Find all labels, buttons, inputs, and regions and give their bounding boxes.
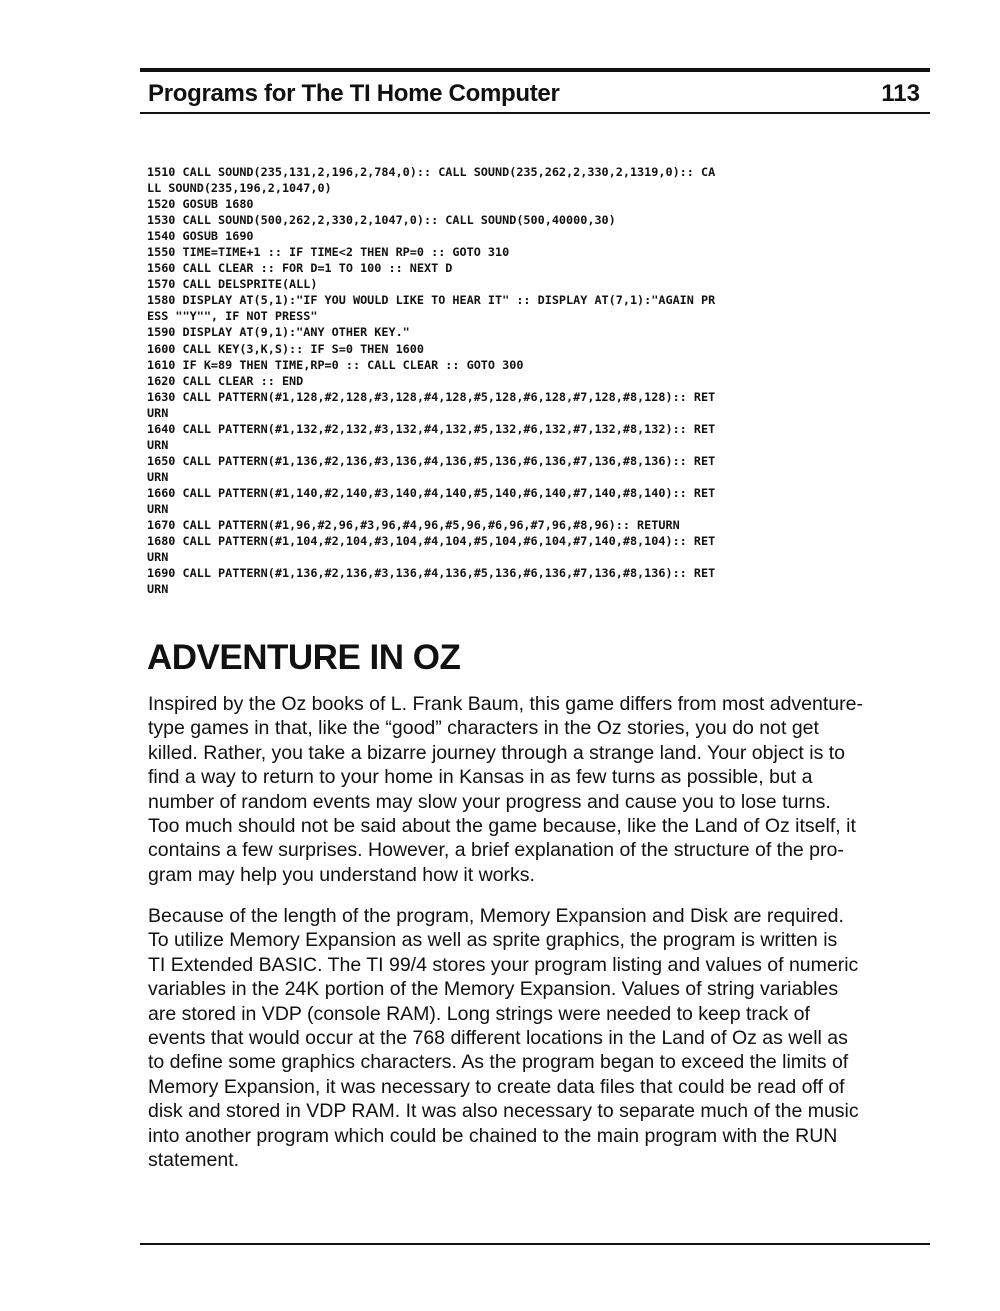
section-heading: ADVENTURE IN OZ <box>147 638 461 677</box>
paragraph-line: number of random events may slow your progress and cause you to lose turns. <box>148 790 831 813</box>
paragraph-line: statement. <box>148 1149 240 1172</box>
code-line: URN <box>147 405 169 420</box>
code-line: 1680 CALL PATTERN(#1,104,#2,104,#3,104,#4,104,#5,104,#6,104,#7,140,#8,104):: RET <box>147 534 716 549</box>
paragraph-line: are stored in VDP (console RAM). Long strings were needed to keep track of <box>148 1002 810 1025</box>
code-line: 1620 CALL CLEAR :: END <box>147 373 304 388</box>
paragraph-line: killed. Rather, you take a bizarre journey through a strange land. Your object is to <box>148 741 846 764</box>
code-line: 1580 DISPLAY AT(5,1):"IF YOU WOULD LIKE TO HEAR IT" :: DISPLAY AT(7,1):"AGAIN PR <box>147 293 716 308</box>
code-line: LL SOUND(235,196,2,1047,0) <box>147 181 332 196</box>
code-line: URN <box>147 501 169 516</box>
footer-rule <box>140 1243 930 1245</box>
code-line: 1530 CALL SOUND(500,262,2,330,2,1047,0):: CALL SOUND(500,40000,30) <box>147 213 616 228</box>
paragraph-line: type games in that, like the “good” characters in the Oz stories, you do not get <box>148 717 819 740</box>
running-header-title: Programs for The TI Home Computer <box>148 80 560 107</box>
paragraph-line: TI Extended BASIC. The TI 99/4 stores your program listing and values of numeric <box>148 953 859 976</box>
body-paragraph <box>148 692 928 887</box>
paragraph-line: Memory Expansion, it was necessary to create data files that could be read off of <box>148 1075 845 1098</box>
code-line: URN <box>147 469 169 484</box>
code-line: URN <box>147 582 169 597</box>
code-line: 1610 IF K=89 THEN TIME,RP=0 :: CALL CLEAR :: GOTO 300 <box>147 357 524 372</box>
code-line: 1520 GOSUB 1680 <box>147 197 254 212</box>
paragraph-line: into another program which could be chained to the main program with the RUN <box>148 1124 838 1147</box>
code-line: 1510 CALL SOUND(235,131,2,196,2,784,0):: CALL SOUND(235,262,2,330,2,1319,0):: CA <box>147 165 716 179</box>
code-line: 1540 GOSUB 1690 <box>147 229 254 244</box>
code-line: 1600 CALL KEY(3,K,S):: IF S=0 THEN 1600 <box>147 341 424 356</box>
code-line: 1570 CALL DELSPRITE(ALL) <box>147 277 318 292</box>
code-line: 1650 CALL PATTERN(#1,136,#2,136,#3,136,#4,136,#5,136,#6,136,#7,136,#8,136):: RET <box>147 453 716 468</box>
paragraph-line: Inspired by the Oz books of L. Frank Baum, this game differs from most adventure- <box>148 693 863 715</box>
paragraph-line: events that would occur at the 768 different locations in the Land of Oz as well as <box>148 1027 848 1050</box>
paragraph-line: To utilize Memory Expansion as well as sprite graphics, the program is written is <box>148 929 838 952</box>
code-line: ESS ""Y"", IF NOT PRESS" <box>147 309 318 324</box>
code-line: 1670 CALL PATTERN(#1,96,#2,96,#3,96,#4,96,#5,96,#6,96,#7,96,#8,96):: RETURN <box>147 518 680 533</box>
header-top-rule <box>140 68 930 72</box>
code-line: 1660 CALL PATTERN(#1,140,#2,140,#3,140,#4,140,#5,140,#6,140,#7,140,#8,140):: RET <box>147 485 716 500</box>
body-paragraph <box>148 904 928 1172</box>
code-line: 1560 CALL CLEAR :: FOR D=1 TO 100 :: NEXT D <box>147 261 453 276</box>
code-line: 1690 CALL PATTERN(#1,136,#2,136,#3,136,#4,136,#5,136,#6,136,#7,136,#8,136):: RET <box>147 566 716 581</box>
paragraph-line: find a way to return to your home in Kansas in as few turns as possible, but a <box>148 766 813 789</box>
code-line: 1630 CALL PATTERN(#1,128,#2,128,#3,128,#4,128,#5,128,#6,128,#7,128,#8,128):: RET <box>147 389 716 404</box>
code-line: 1640 CALL PATTERN(#1,132,#2,132,#3,132,#4,132,#5,132,#6,132,#7,132,#8,132):: RET <box>147 421 716 436</box>
program-listing <box>147 164 927 597</box>
paragraph-line: Too much should not be said about the game because, like the Land of Oz itself, it <box>148 815 856 838</box>
paragraph-line: disk and stored in VDP RAM. It was also necessary to separate much of the music <box>148 1100 859 1123</box>
paragraph-line: gram may help you understand how it works. <box>148 863 535 886</box>
running-header <box>140 76 930 114</box>
page-number: 113 <box>881 80 920 107</box>
paragraph-line: to define some graphics characters. As the program began to exceed the limits of <box>148 1051 849 1074</box>
code-line: 1550 TIME=TIME+1 :: IF TIME<2 THEN RP=0 :: GOTO 310 <box>147 245 510 260</box>
code-line: 1590 DISPLAY AT(9,1):"ANY OTHER KEY." <box>147 325 410 340</box>
code-line: URN <box>147 550 169 565</box>
paragraph-line: variables in the 24K portion of the Memory Expansion. Values of string variables <box>148 978 839 1001</box>
code-line: URN <box>147 437 169 452</box>
paragraph-line: Because of the length of the program, Memory Expansion and Disk are required. <box>148 905 844 927</box>
paragraph-line: contains a few surprises. However, a brief explanation of the structure of the pro- <box>148 839 844 862</box>
